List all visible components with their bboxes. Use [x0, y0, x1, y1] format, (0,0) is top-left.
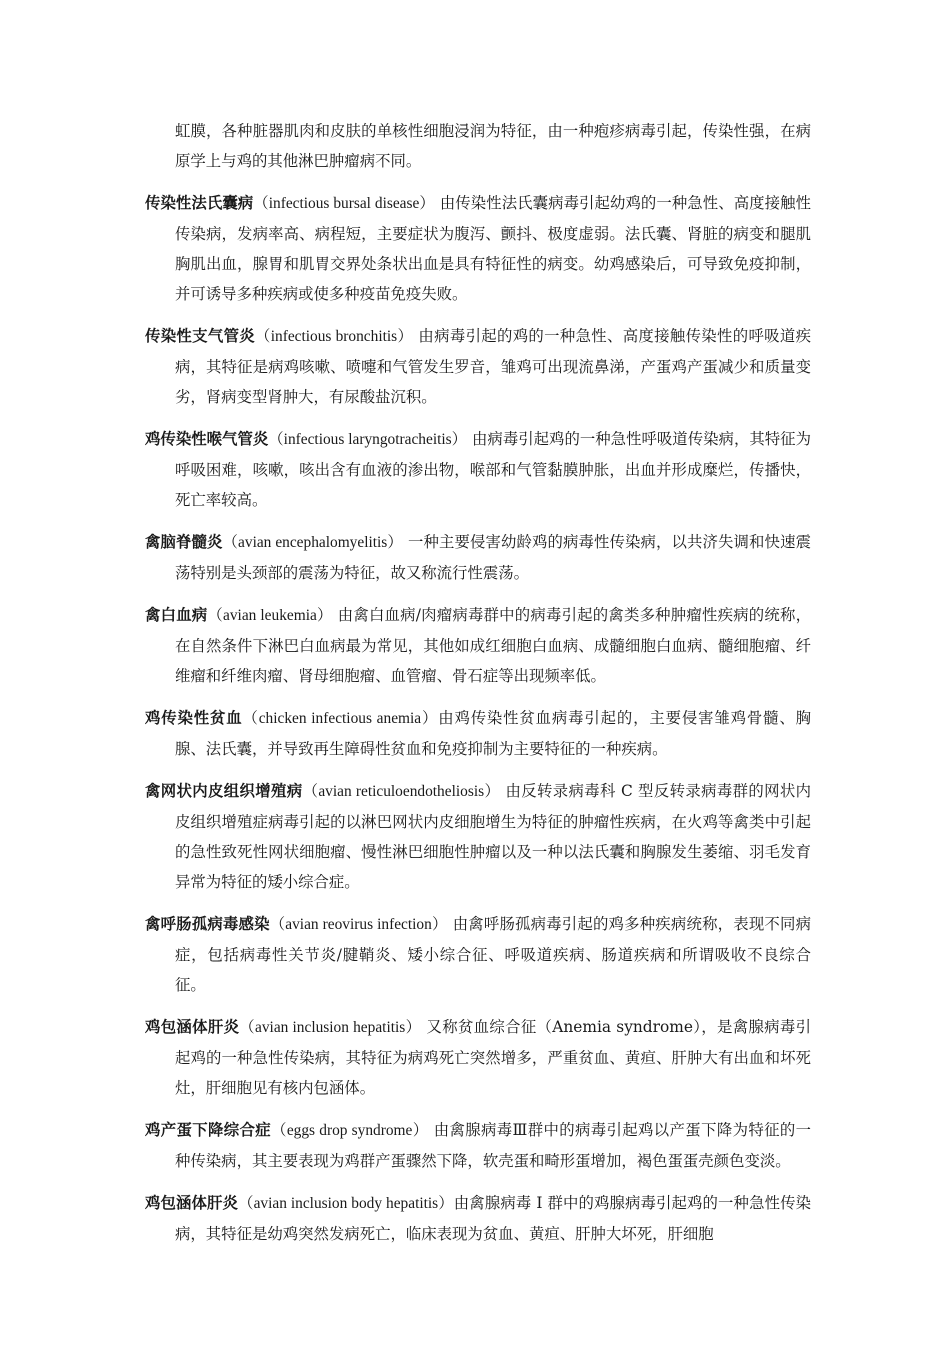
glossary-entry [145, 116, 811, 176]
entry-english: （avian inclusion body hepatitis） [238, 1195, 454, 1212]
glossary-entry [145, 424, 811, 515]
glossary-entry [145, 1012, 811, 1103]
entry-text: 由禽腺病毒Ⅲ群中的病毒引起鸡以产蛋下降为特征的一种传染病，其主要表现为鸡群产蛋骤然下降，软壳蛋和畸形蛋增加，褐色蛋蛋壳颜色变淡。 [175, 1121, 811, 1170]
entry-english: （avian leukemia） [207, 607, 333, 624]
entry-english: （infectious laryngotracheitis） [268, 431, 468, 448]
entry-term: 鸡包涵体肝炎 [145, 1194, 239, 1212]
entry-text: 由禽腺病毒 I 群中的鸡腺病毒引起鸡的一种急性传染病，其特征是幼鸡突然发病死亡，临床表现为贫血、黄疸、肝肿大坏死，肝细胞 [175, 1194, 811, 1243]
entry-english: （chicken infectious anemia） [242, 710, 439, 727]
entry-text: 又称贫血综合征（Anemia syndrome），是禽腺病毒引起鸡的一种急性传染病，其特征为病鸡死亡突然增多，严重贫血、黄疸、肝肿大有出血和坏死灶，肝细胞见有核内包涵体。 [175, 1018, 811, 1097]
entry-term: 鸡产蛋下降综合症 [145, 1121, 272, 1139]
entry-term: 鸡传染性贫血 [145, 709, 243, 727]
glossary-entry [145, 1115, 811, 1176]
entry-english: （avian inclusion hepatitis） [239, 1019, 422, 1036]
glossary-entry [145, 600, 811, 691]
entry-text: 由反转录病毒科 C 型反转录病毒群的网状内皮组织增殖症病毒引起的以淋巴网状内皮细胞增生为特征的肿瘤性疾病，在火鸡等禽类中引起的急性致死性网状细胞瘤、慢性淋巴细胞性肿瘤以及一种以法氏囊和胸腺发生萎缩、羽毛发育异常为特征的矮小综合症。 [175, 782, 812, 891]
entry-text: 由禽白血病/肉瘤病毒群中的病毒引起的禽类多种肿瘤性疾病的统称，在自然条件下淋巴白血病最为常见，其他如成红细胞白血病、成髓细胞白血病、髓细胞瘤、纤维瘤和纤维肉瘤、肾母细胞瘤、血管瘤、骨石症等出现频率低。 [175, 606, 811, 685]
entry-text: 由禽呼肠孤病毒引起的鸡多种疾病统称，表现不同病症，包括病毒性关节炎/腱鞘炎、矮小综合征、呼吸道疾病、肠道疾病和所谓吸收不良综合征。 [175, 915, 811, 994]
entry-english: （eggs drop syndrome） [271, 1122, 429, 1139]
entry-text: 虹膜，各种脏器肌肉和皮肤的单核性细胞浸润为特征，由一种疱疹病毒引起，传染性强，在病原学上与鸡的其他淋巴肿瘤病不同。 [175, 122, 811, 170]
entry-term: 传染性支气管炎 [145, 327, 256, 345]
entry-text: 由传染性法氏囊病毒引起幼鸡的一种急性、高度接触性传染病，发病率高、病程短，主要症状为腹泻、颤抖、极度虚弱。法氏囊、肾脏的病变和腿肌胸肌出血，腺胃和肌胃交界处条状出血是具有特征性的病变。幼鸡感染后，可导致免疫抑制，并可诱导多种疾病或使多种疫苗免疫失败。 [175, 194, 811, 303]
entry-term: 鸡传染性喉气管炎 [145, 430, 269, 448]
entry-term: 禽脑脊髓炎 [145, 533, 223, 551]
glossary-entry [145, 321, 811, 412]
glossary-entry [145, 909, 811, 1000]
entry-term: 禽网状内皮组织增殖病 [145, 782, 303, 800]
glossary-entry [145, 527, 811, 588]
glossary-entry [145, 776, 811, 897]
entry-text: 一种主要侵害幼龄鸡的病毒性传染病，以共济失调和快速震荡特别是头颈部的震荡为特征，故又称流行性震荡。 [175, 533, 811, 582]
entry-english: （infectious bursal disease） [253, 195, 435, 212]
entry-english: （infectious bronchitis） [255, 328, 414, 345]
glossary-content [145, 116, 811, 1261]
entry-term: 传染性法氏囊病 [145, 194, 254, 212]
entry-term: 禽呼肠孤病毒感染 [145, 915, 270, 933]
entry-english: （avian reticuloendotheliosis） [302, 783, 501, 800]
glossary-entry [145, 1188, 811, 1249]
glossary-entry [145, 703, 811, 764]
entry-text: 由病毒引起的鸡的一种急性、高度接触传染性的呼吸道疾病，其特征是病鸡咳嗽、喷嚏和气管发生罗音，雏鸡可出现流鼻涕，产蛋鸡产蛋减少和质量变劣，肾病变型肾肿大，有尿酸盐沉积。 [175, 327, 811, 406]
entry-term: 禽白血病 [145, 606, 208, 624]
entry-english: （avian reovirus infection） [269, 916, 448, 933]
entry-text: 由鸡传染性贫血病毒引起的，主要侵害雏鸡骨髓、胸腺、法氏囊，并导致再生障碍性贫血和免疫抑制为主要特征的一种疾病。 [175, 709, 811, 758]
glossary-entry [145, 188, 811, 309]
entry-text: 由病毒引起鸡的一种急性呼吸道传染病，其特征为呼吸困难，咳嗽，咳出含有血液的渗出物，喉部和气管黏膜肿胀，出血并形成糜烂，传播快，死亡率较高。 [175, 430, 811, 509]
entry-term: 鸡包涵体肝炎 [145, 1018, 240, 1036]
entry-english: （avian encephalomyelitis） [222, 534, 403, 551]
